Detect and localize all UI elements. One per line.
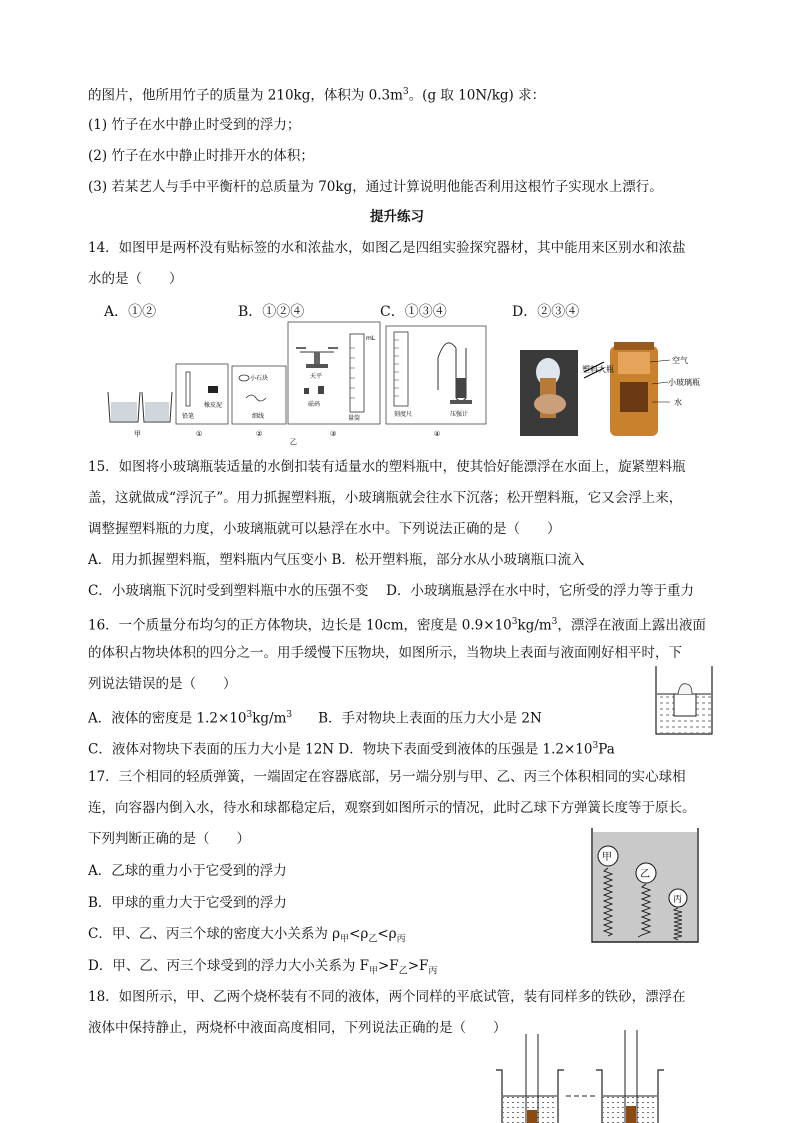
- q18-line-1: 18．如图所示，甲、乙两个烧杯装有不同的液体，两个同样的平底试管，装有同样多的铁砂，漂浮在: [88, 989, 686, 1005]
- svg-text:塑料大瓶: 塑料大瓶: [582, 365, 614, 374]
- svg-text:水: 水: [674, 398, 682, 407]
- intro-line-1: 的图片，他所用竹子的质量为 210kg，体积为 $0.3m^3$。(g 取 10N/kg) 求：: [88, 87, 546, 104]
- cube-icon: [674, 694, 696, 716]
- q15-options-ab: A．用力抓握塑料瓶，塑料瓶内气压变小 B．松开塑料瓶，部分水从小玻璃瓶口流入: [88, 552, 585, 568]
- svg-text:压强计: 压强计: [450, 411, 469, 418]
- svg-text:小石块: 小石块: [250, 375, 269, 382]
- svg-text:量筒: 量筒: [348, 415, 361, 422]
- pencil-icon: [186, 372, 190, 406]
- q17-line-3: 下列判断正确的是（ ）: [88, 831, 250, 847]
- q16-options-ab: A．液体的密度是 $1.2\times 10^3kg/m^3$ B．手对物块上表面的压力大小是 2N: [88, 710, 542, 727]
- q14-line-2: 水的是（ ）: [88, 271, 183, 287]
- sub-question-3: (3) 若某艺人与手中平衡杆的总质量为 70kg，通过计算说明他能否利用这根竹子实现水上漂行。: [88, 179, 663, 195]
- ruler-icon: [394, 332, 408, 406]
- clay-icon: [208, 386, 218, 393]
- q17-line-1: 17．三个相同的轻质弹簧，一端固定在容器底部，另一端分别与甲、乙、丙三个体积相同的实心球相: [88, 769, 686, 785]
- svg-text:②: ②: [256, 430, 263, 438]
- q14-option-d: D．②③④: [512, 304, 580, 320]
- q17-option-b: B．甲球的重力大于它受到的浮力: [88, 895, 287, 911]
- q16-line-1: 16．一个质量分布均匀的正方体物块，边长是 10cm，密度是 $0.9\times 10^3kg/m^3$，漂浮在液面上露出液面: [88, 617, 706, 634]
- svg-text:小玻璃瓶: 小玻璃瓶: [668, 378, 700, 387]
- svg-text:刻度尺: 刻度尺: [394, 411, 413, 418]
- q18-line-2: 液体中保持静止，两烧杯中液面高度相同，下列说法正确的是（ ）: [88, 1020, 507, 1036]
- measuring-cylinder-icon: [350, 334, 364, 412]
- q14-option-c: C．①③④: [380, 304, 447, 320]
- beaker-yi: [596, 1030, 664, 1123]
- q14-option-b: B．①②④: [238, 304, 305, 320]
- q15-line-2: 盖，这就做成“浮沉子”。用力抓握塑料瓶，小玻璃瓶就会往水下沉落；松开塑料瓶，它又会浮上来，: [88, 490, 683, 506]
- q18-beakers-figure: [492, 1030, 672, 1123]
- sub-question-1: (1) 竹子在水中静止时受到的浮力；: [88, 117, 301, 133]
- q15-line-1: 15．如图将小玻璃瓶装适量的水倒扣装有适量水的塑料瓶中，使其恰好能漂浮在水面上，旋紧塑料瓶: [88, 459, 686, 475]
- q17-option-d: D．甲、乙、丙三个球受到的浮力大小关系为 $F_甲>F_乙>F_丙$: [88, 958, 438, 977]
- stone-icon: [239, 375, 249, 381]
- q15-options-cd: C．小玻璃瓶下沉时受到塑料瓶中水的压强不变 D．小玻璃瓶悬浮在水中时，它所受的浮力等于重力: [88, 583, 694, 599]
- q17-springs-figure: [590, 826, 700, 944]
- pressure-gauge-icon: [438, 343, 472, 404]
- balance-icon: [296, 348, 338, 368]
- iron-sand-icon: [527, 1110, 537, 1123]
- svg-text:空气: 空气: [672, 356, 688, 365]
- svg-text:乙: 乙: [290, 438, 297, 446]
- q16-line-3: 列说法错误的是（ ）: [88, 676, 237, 692]
- svg-text:乙: 乙: [640, 869, 650, 880]
- beaker-jia: [496, 1034, 564, 1123]
- svg-text:丙: 丙: [673, 895, 683, 905]
- q14-equipment-figure: [104, 318, 488, 448]
- q15-line-3: 调整握塑料瓶的力度，小玻璃瓶就可以悬浮在水中。下列说法正确的是（ ）: [88, 521, 561, 537]
- section-title: 提升练习: [370, 209, 424, 225]
- q14-line-1: 14．如图甲是两杯没有贴标签的水和浓盐水，如图乙是四组实验探究器材，其中能用来区别水和浓盐: [88, 240, 686, 256]
- svg-text:甲: 甲: [602, 852, 612, 863]
- q16-line-2: 的体积占物块体积的四分之一。用手缓慢下压物块，如图所示，当物块上表面与液面刚好相平时，下: [88, 645, 682, 661]
- q16-cube-figure: [654, 664, 714, 738]
- svg-text:砝码: 砝码: [308, 401, 321, 408]
- svg-text:④: ④: [434, 430, 441, 438]
- weights-icon: [304, 386, 324, 394]
- q14-option-a: A．①②: [104, 304, 157, 320]
- svg-text:橡皮泥: 橡皮泥: [204, 402, 223, 409]
- svg-text:mL: mL: [366, 335, 376, 342]
- svg-text:天平: 天平: [310, 373, 323, 380]
- svg-text:细线: 细线: [252, 413, 265, 420]
- q17-line-2: 连，向容器内倒入水，待水和球都稳定后，观察到如图所示的情况，此时乙球下方弹簧长度等于原长。: [88, 800, 696, 816]
- cartesian-diver-figure: [520, 342, 726, 438]
- iron-sand-icon: [626, 1106, 636, 1123]
- svg-text:甲: 甲: [134, 430, 141, 438]
- hand-icon: [678, 684, 692, 694]
- svg-text:①: ①: [196, 430, 203, 438]
- thread-icon: [246, 395, 266, 401]
- q16-options-cd: C．液体对物块下表面的压力大小是 12N D．物块下表面受到液体的压强是 $1.2\times 10^3Pa$: [88, 741, 615, 758]
- svg-text:③: ③: [330, 430, 337, 438]
- q17-option-c: C．甲、乙、丙三个球的密度大小关系为 $\rho_甲<\rho_乙<\rho_丙$: [88, 926, 406, 945]
- q17-option-a: A．乙球的重力小于它受到的浮力: [88, 863, 287, 879]
- beaker-icon: [108, 392, 172, 422]
- svg-text:铅笔: 铅笔: [182, 413, 195, 420]
- sub-question-2: (2) 竹子在水中静止时排开水的体积；: [88, 148, 314, 164]
